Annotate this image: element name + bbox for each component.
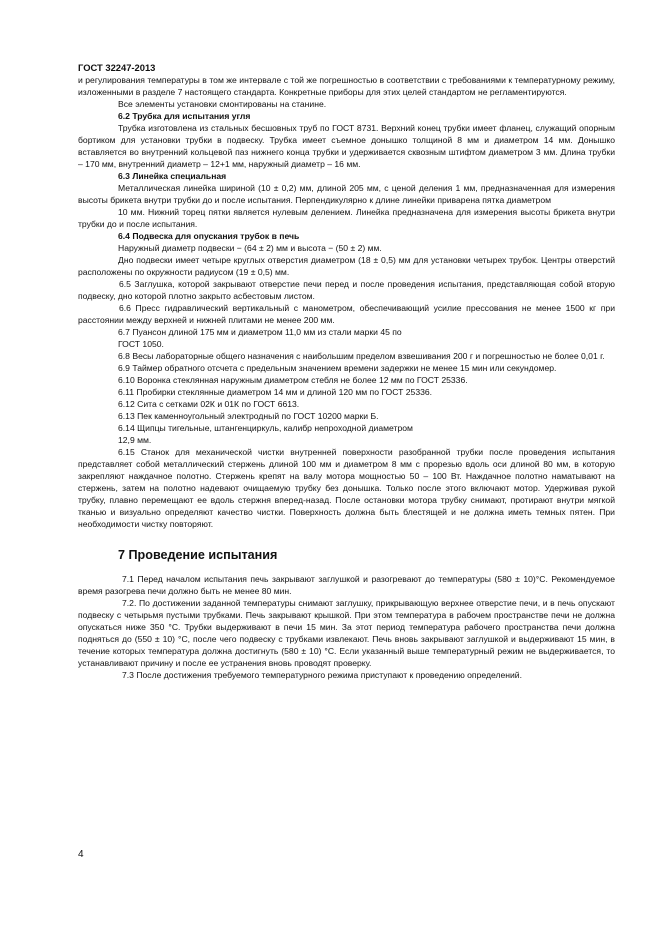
paragraph: 6.9 Таймер обратного отсчета с предельным значением времени задержки не менее 15 мин или секундомер. — [118, 363, 557, 373]
paragraph: 6.13 Пек каменноугольный электродный по ГОСТ 10200 марки Б. — [118, 411, 379, 421]
paragraph: 6.14 Щипцы тигельные, штангенциркуль, калибр непроходной диаметром — [118, 423, 413, 433]
paragraph: Дно подвески имеет четыре круглых отверстия диаметром (18 ± 0,5) мм для установки четырех трубок. Центры отверстий расположены по окружности радиусом (19 ± 0,5) мм. — [78, 255, 615, 277]
paragraph: 6.7 Пуансон длиной 175 мм и диаметром 11,0 мм из стали марки 45 по — [118, 327, 402, 337]
document-header: ГОСТ 32247-2013 — [78, 62, 156, 73]
paragraph: 6.11 Пробирки стеклянные диаметром 14 мм и длиной 120 мм по ГОСТ 25336. — [118, 387, 433, 397]
paragraph: 12,9 мм. — [118, 435, 152, 445]
paragraph: 6.8 Весы лабораторные общего назначения с наибольшим пределом взвешивания 200 г и погрешностью не более 0,01 г. — [118, 351, 605, 361]
paragraph: 6.5 Заглушка, которой закрывают отверстие печи перед и после проведения испытания, представляющая собой вторую подвеску, дно которой плотно закрыто асбестовым листом. — [78, 279, 615, 301]
paragraph: Металлическая линейка шириной (10 ± 0,2) мм, длиной 205 мм, с ценой деления 1 мм, предназначенная для измерения высоты брикета внутри трубки до и после испытания. Перпендикулярно к длине линейки приварена пятка диаметром — [78, 183, 615, 205]
paragraph: 6.6 Пресс гидравлический вертикальный с манометром, обеспечивающий усилие прессования не менее 1500 кг при расстоянии между верхней и нижней плитами не менее 200 мм. — [78, 303, 615, 325]
page-number: 4 — [78, 849, 84, 860]
section-7-body — [78, 573, 615, 681]
paragraph: и регулирования температуры в том же интервале с той же погрешностью в соответствии с требованиями к температурному режиму, изложенными в разделе 7 настоящего стандарта. Конкретные приборы для этих целей стандартом не регламентируются. — [78, 75, 615, 97]
paragraph: Все элементы установки смонтированы на станине. — [118, 99, 327, 109]
paragraph: 6.10 Воронка стеклянная наружным диаметром стебля не более 12 мм по ГОСТ 25336. — [118, 375, 468, 385]
paragraph: 6.3 Линейка специальная — [118, 171, 227, 181]
paragraph: 6.15 Станок для механической чистки внутренней поверхности разобранной трубки после проведения испытания представляет собой металлический стержень длиной 100 мм и диаметром 8 мм с прорезью вдоль оси длиной 80 мм, в которую закрепляют наждачное полотно. Стержень крепят на валу мотора мощностью 50 – 100 Вт. Наждачное полотно наматывают на стержень, затем на полотно надевают очищаемую трубку без донышка. Только после этого включают мотор. Удерживая рукой трубку, плавно перемещают ее вдоль стержня вперед-назад. После остановки мотора трубку снимают, протирают внутри мягкой тканью и визуально определяют качество чистки. Поверхность должна быть блестящей и не должна иметь темных пятен. При необходимости чистку повторяют. — [78, 447, 615, 529]
paragraph: ГОСТ 1050. — [118, 339, 164, 349]
paragraph: Наружный диаметр подвески − (64 ± 2) мм и высота − (50 ± 2) мм. — [118, 243, 382, 253]
paragraph: Трубка изготовлена из стальных бесшовных труб по ГОСТ 8731. Верхний конец трубки имеет фланец, служащий опорным бортиком для установки трубки в подвеску. Трубка имеет съемное донышко толщиной 8 мм и диаметром 14 мм. Донышко вставляется во внутренний кольцевой паз нижнего конца трубки и удерживается сквозным штифтом диаметром 3 мм. Длина трубки – 170 мм, внутренний диаметр – 12+1 мм, наружный диаметр – 16 мм. — [78, 123, 615, 169]
paragraph: 6.2 Трубка для испытания угля — [118, 111, 251, 121]
paragraph: 6.12 Сита с сетками 02К и 01К по ГОСТ 6613. — [118, 399, 300, 409]
paragraph: 7.1 Перед началом испытания печь закрывают заглушкой и разогревают до температуры (580 ± 10)°С. Рекомендуемое время разогрева печи должно быть не менее 80 мин. — [78, 574, 615, 596]
paragraph: 10 мм. Нижний торец пятки является нулевым делением. Линейка предназначена для измерения высоты брикета внутри трубки до и после испытания. — [78, 207, 615, 229]
paragraph: 7.3 После достижения требуемого температурного режима приступают к проведению определений. — [122, 670, 522, 680]
paragraph: 7.2. По достижении заданной температуры снимают заглушку, прикрывающую верхнее отверстие печи, и в печь опускают подвеску с четырьмя пустыми трубками. Печь закрывают крышкой. При этом температура в рабочем пространстве печи не должна опускаться ниже 350 °С. Трубки выдерживают в печи 15 мин. За этот период температура рабочего пространства печи должна подняться до (550 ± 10) °С, после чего подвеску с трубками извлекают. Печь вновь закрывают заглушкой и выдерживают 15 мин, в течение которых температура должна достигнуть (580 ± 10) °С. Если указанный выше температурный режим не выдерживается, то устанавливают причину и после ее устранения вновь проводят проверку. — [78, 598, 615, 668]
paragraph: 6.4 Подвеска для опускания трубок в печь — [118, 231, 300, 241]
section-7-title: 7 Проведение испытания — [118, 548, 278, 562]
page-content — [78, 62, 615, 681]
section-6-body — [78, 74, 615, 530]
